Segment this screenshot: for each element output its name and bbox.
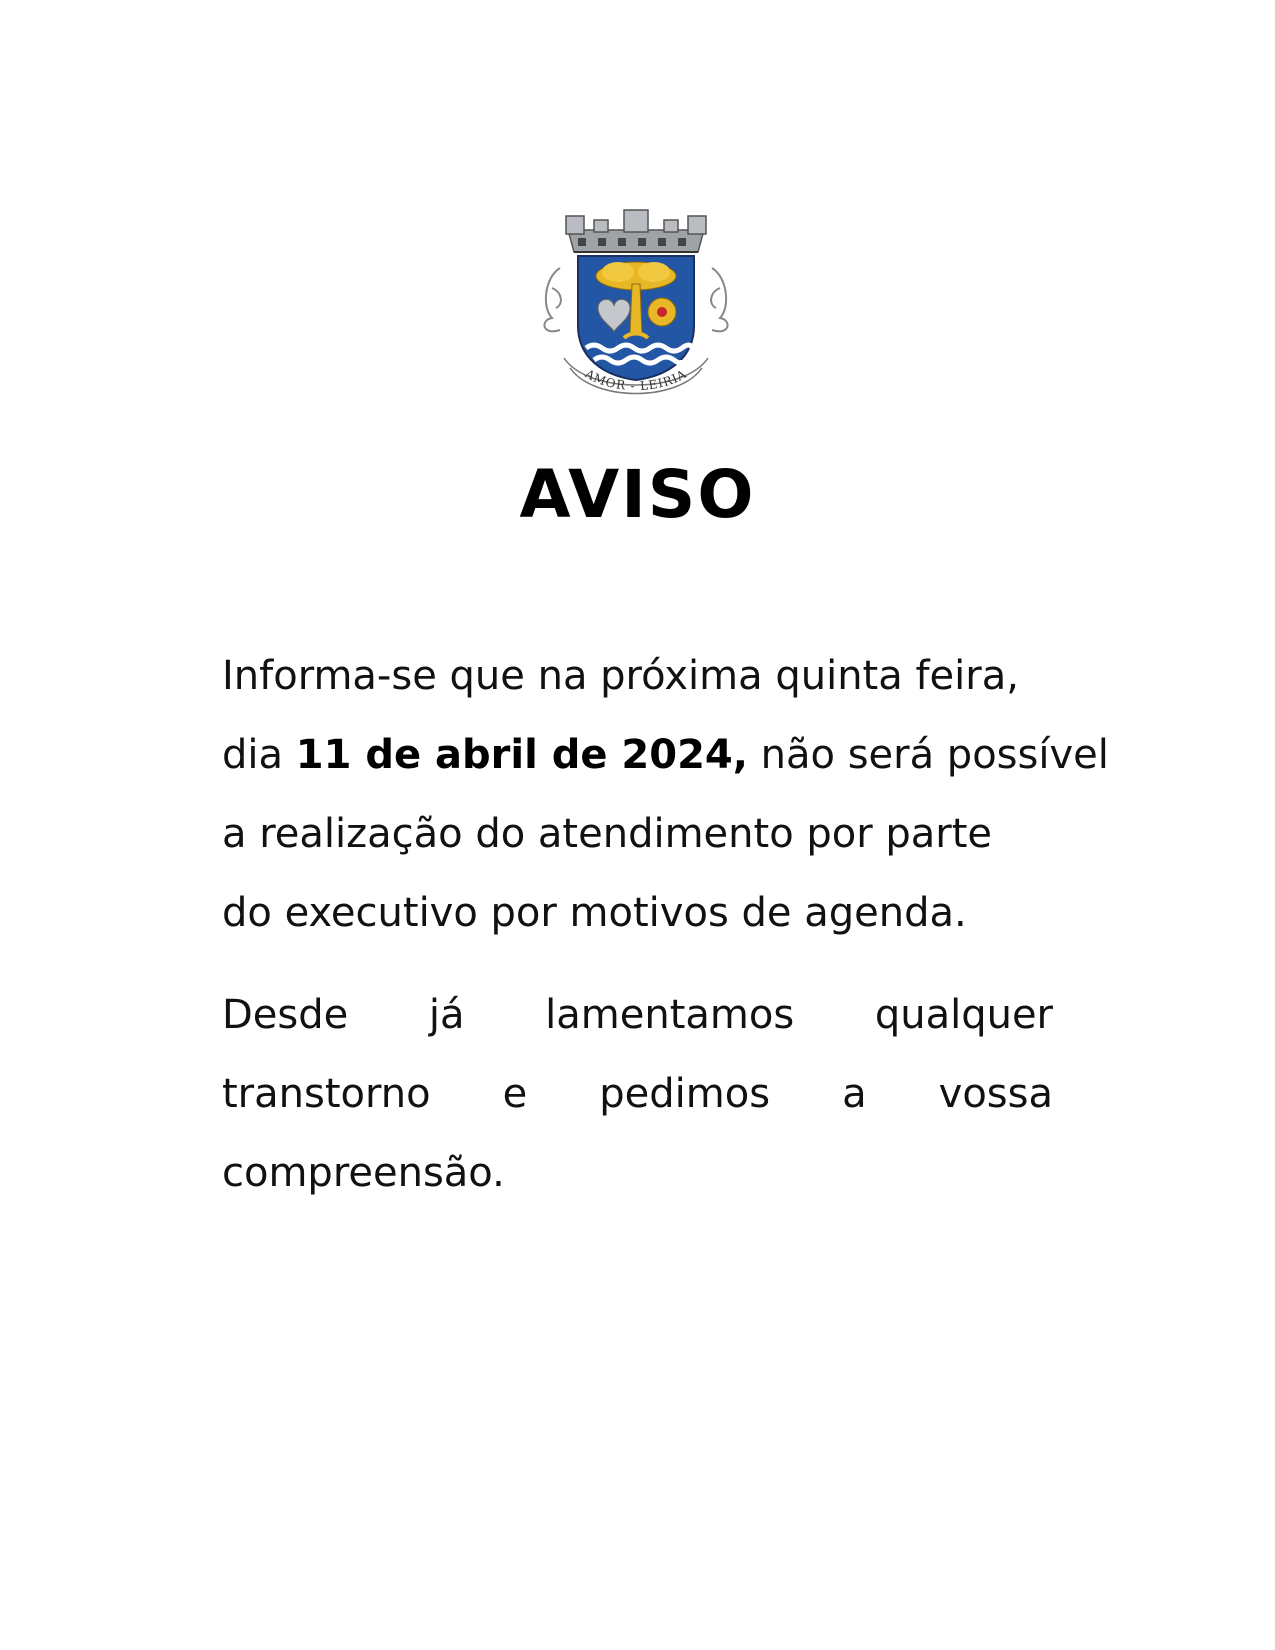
parish-coat-of-arms-logo	[538, 208, 734, 408]
word: e	[502, 1071, 528, 1117]
line-suffix: não será possível	[747, 732, 1109, 778]
motto-text: AMOR - LEIRIA	[582, 366, 690, 394]
paragraph-line: compreensão.	[222, 1150, 505, 1196]
word: qualquer	[874, 992, 1053, 1038]
notice-paragraph-1	[222, 637, 1109, 953]
paragraph-line	[222, 716, 1109, 795]
word: vossa	[938, 1071, 1053, 1117]
word: Desde	[222, 992, 349, 1038]
paragraph-line: do executivo por motivos de agenda.	[222, 890, 967, 936]
word: pedimos	[599, 1071, 771, 1117]
paragraph-line	[222, 1055, 1053, 1134]
word: transtorno	[222, 1071, 431, 1117]
paragraph-line: a realização do atendimento por parte	[222, 811, 993, 857]
shield-icon	[578, 256, 694, 380]
line-prefix: dia	[222, 732, 296, 778]
paragraph-line: Informa-se que na próxima quinta feira,	[222, 653, 1019, 699]
word: já	[428, 992, 465, 1038]
date-highlight: 11 de abril de 2024,	[295, 732, 748, 778]
page-title: AVISO	[519, 456, 756, 533]
word: a	[842, 1071, 867, 1117]
mural-crown-icon	[566, 210, 706, 252]
paragraph-line	[222, 976, 1053, 1055]
word: lamentamos	[545, 992, 795, 1038]
notice-paragraph-2	[222, 976, 1053, 1213]
